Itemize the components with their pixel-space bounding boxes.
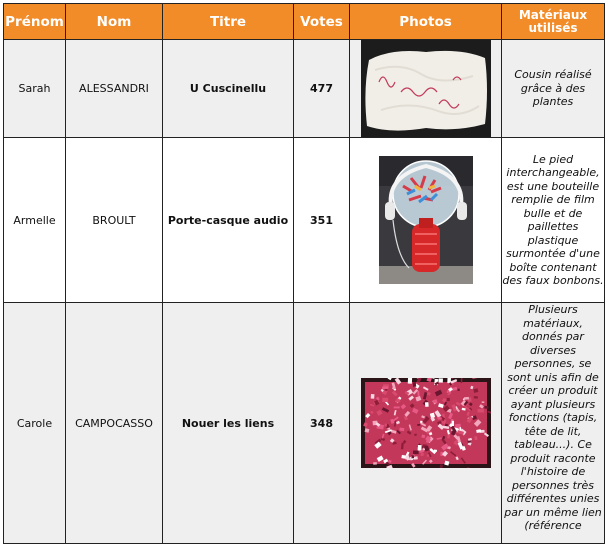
- header-row: [4, 4, 605, 40]
- cell-titre: Nouer les liens: [163, 303, 294, 544]
- header-nom: Nom: [66, 4, 163, 40]
- cell-materiaux: [502, 303, 605, 544]
- materiaux-text: Plusieurs matériaux, donnés par diverses personnes, se sont unis afin de créer un produit ayant plusieurs fonctions (tapis, tête de lit, tableau...). Ce produit raconte l'histoire de personnes très différentes unies par un même lien (référence: [504, 303, 602, 532]
- cell-photo: [350, 303, 502, 544]
- cell-titre: Porte-casque audio: [163, 138, 294, 303]
- table-row: [4, 40, 605, 138]
- embroidered-pillow-photo: [361, 40, 491, 137]
- rag-rug-photo: [361, 378, 491, 468]
- headphone-stand-photo: [379, 156, 473, 284]
- header-photos: Photos: [350, 4, 502, 40]
- cell-votes: 477: [294, 40, 350, 138]
- cell-materiaux: Le pied interchangeable, est une bouteille remplie de film bulle et de paillettes plastique surmontée d'une boîte contenant des faux bonbons.: [502, 138, 605, 303]
- cell-nom: BROULT: [66, 138, 163, 303]
- cell-votes: 351: [294, 138, 350, 303]
- cell-titre: U Cuscinellu: [163, 40, 294, 138]
- table-row: [4, 138, 605, 303]
- cell-prenom: Armelle: [4, 138, 66, 303]
- cell-prenom: Sarah: [4, 40, 66, 138]
- projects-table: [3, 3, 605, 544]
- header-titre: Titre: [163, 4, 294, 40]
- cell-photo: [350, 138, 502, 303]
- header-materiaux: Matériaux utilisés: [502, 4, 605, 40]
- cell-votes: 348: [294, 303, 350, 544]
- table-row: [4, 303, 605, 544]
- cell-nom: ALESSANDRI: [66, 40, 163, 138]
- cell-photo: [350, 40, 502, 138]
- header-votes: Votes: [294, 4, 350, 40]
- cell-materiaux: Cousin réalisé grâce à des plantes: [502, 40, 605, 138]
- header-prenom: Prénom: [4, 4, 66, 40]
- cell-prenom: Carole: [4, 303, 66, 544]
- cell-nom: CAMPOCASSO: [66, 303, 163, 544]
